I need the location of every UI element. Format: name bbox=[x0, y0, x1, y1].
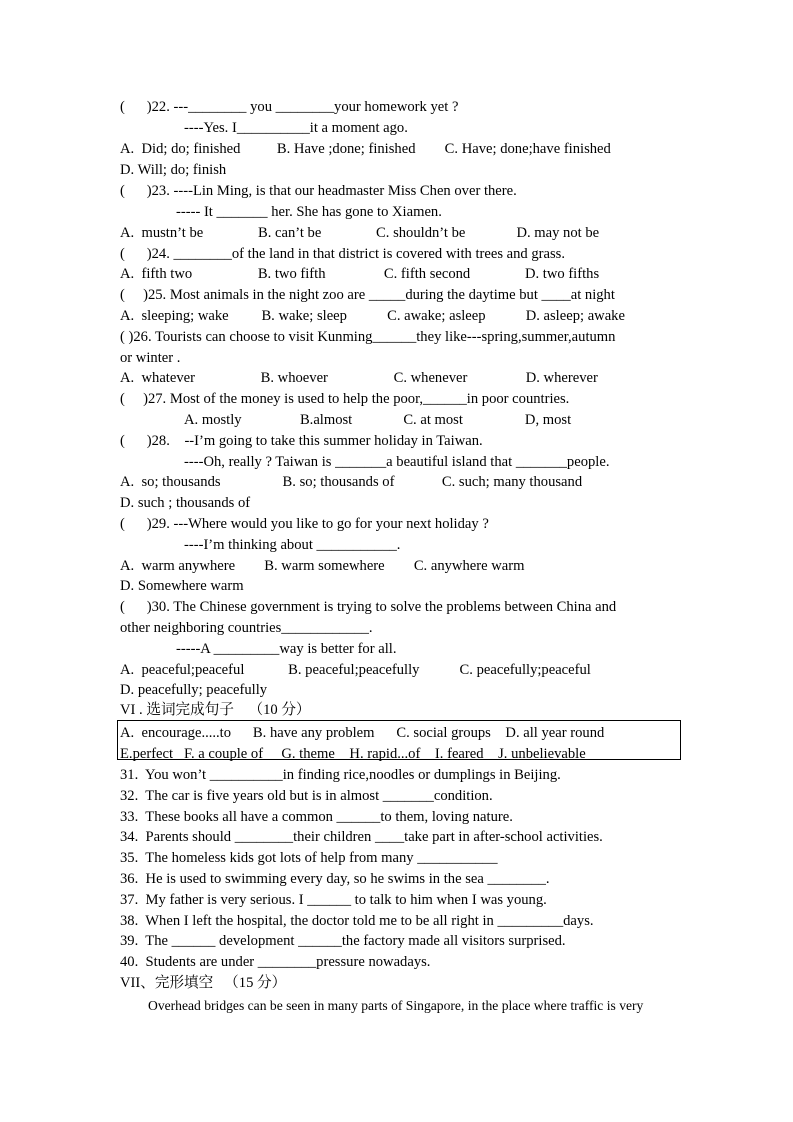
text-line: A. Did; do; finished B. Have ;done; finished C. Have; done;have finished bbox=[120, 141, 611, 157]
text-line: 32. The car is five years old but is in almost _______condition. bbox=[120, 788, 493, 804]
text-line: A. encourage.....to B. have any problem C. social groups D. all year round bbox=[120, 725, 605, 741]
text-line: A. mostly B.almost C. at most D, most bbox=[184, 412, 572, 428]
text-line: D. Somewhere warm bbox=[120, 578, 244, 594]
text-line: ( )24. ________of the land in that district is covered with trees and grass. bbox=[120, 246, 566, 262]
text-line: VI . 选词完成句子 （10 分） bbox=[120, 702, 311, 718]
text-line: -----A _________way is better for all. bbox=[176, 641, 397, 657]
text-line: ( )23. ----Lin Ming, is that our headmaster Miss Chen over there. bbox=[120, 183, 517, 199]
text-line: A. peaceful;peaceful B. peaceful;peacefully C. peacefully;peaceful bbox=[120, 662, 591, 678]
text-line: 34. Parents should ________their children ____take part in after-school activities. bbox=[120, 829, 603, 845]
text-line: ( )25. Most animals in the night zoo are _____during the daytime but ____at night bbox=[120, 287, 615, 303]
text-line: ( )30. The Chinese government is trying to solve the problems between China and bbox=[120, 599, 617, 615]
text-line: 33. These books all have a common ______to them, loving nature. bbox=[120, 809, 513, 825]
text-line: D. Will; do; finish bbox=[120, 162, 227, 178]
text-line: A. fifth two B. two fifth C. fifth second D. two fifths bbox=[120, 266, 600, 282]
text-line: ( )28. --I’m going to take this summer holiday in Taiwan. bbox=[120, 433, 483, 449]
text-line: ----I’m thinking about ___________. bbox=[184, 537, 401, 553]
text-line: D. peacefully; peacefully bbox=[120, 682, 268, 698]
text-line: Overhead bridges can be seen in many parts of Singapore, in the place where traffic is very bbox=[148, 998, 644, 1013]
text-line: 40. Students are under ________pressure nowadays. bbox=[120, 954, 431, 970]
text-line: 31. You won’t __________in finding rice,noodles or dumplings in Beijing. bbox=[120, 767, 561, 783]
text-line: E.perfect F. a couple of G. theme H. rapid...of I. feared J. unbelievable bbox=[120, 746, 586, 762]
text-line: D. such ; thousands of bbox=[120, 495, 251, 511]
text-line: ----Oh, really ? Taiwan is _______a beautiful island that _______people. bbox=[184, 454, 610, 470]
text-line: or winter . bbox=[120, 350, 181, 366]
text-line: A. warm anywhere B. warm somewhere C. anywhere warm bbox=[120, 558, 525, 574]
text-line: ( )29. ---Where would you like to go for your next holiday ? bbox=[120, 516, 489, 532]
text-line: 39. The ______ development ______the factory made all visitors surprised. bbox=[120, 933, 566, 949]
text-line: A. whatever B. whoever C. whenever D. wherever bbox=[120, 370, 598, 386]
text-line: A. mustn’t be B. can’t be C. shouldn’t be D. may not be bbox=[120, 225, 600, 241]
text-line: ----- It _______ her. She has gone to Xiamen. bbox=[176, 204, 442, 220]
text-line: VII、完形填空 （15 分） bbox=[120, 975, 287, 991]
text-line: ( )27. Most of the money is used to help the poor,______in poor countries. bbox=[120, 391, 570, 407]
text-line: other neighboring countries____________. bbox=[120, 620, 373, 636]
text-line: ( )26. Tourists can choose to visit Kunming______they like---spring,summer,autumn bbox=[120, 329, 616, 345]
text-line: ( )22. ---________ you ________your homework yet ? bbox=[120, 99, 459, 115]
text-line: 36. He is used to swimming every day, so he swims in the sea ________. bbox=[120, 871, 550, 887]
text-line: ----Yes. I__________it a moment ago. bbox=[184, 120, 408, 136]
text-line: 37. My father is very serious. I ______ to talk to him when I was young. bbox=[120, 892, 547, 908]
text-line: A. sleeping; wake B. wake; sleep C. awake; asleep D. asleep; awake bbox=[120, 308, 625, 324]
text-line: A. so; thousands B. so; thousands of C. such; many thousand bbox=[120, 474, 583, 490]
text-line: 35. The homeless kids got lots of help from many ___________ bbox=[120, 850, 498, 866]
text-line: 38. When I left the hospital, the doctor told me to be all right in _________days. bbox=[120, 913, 594, 929]
